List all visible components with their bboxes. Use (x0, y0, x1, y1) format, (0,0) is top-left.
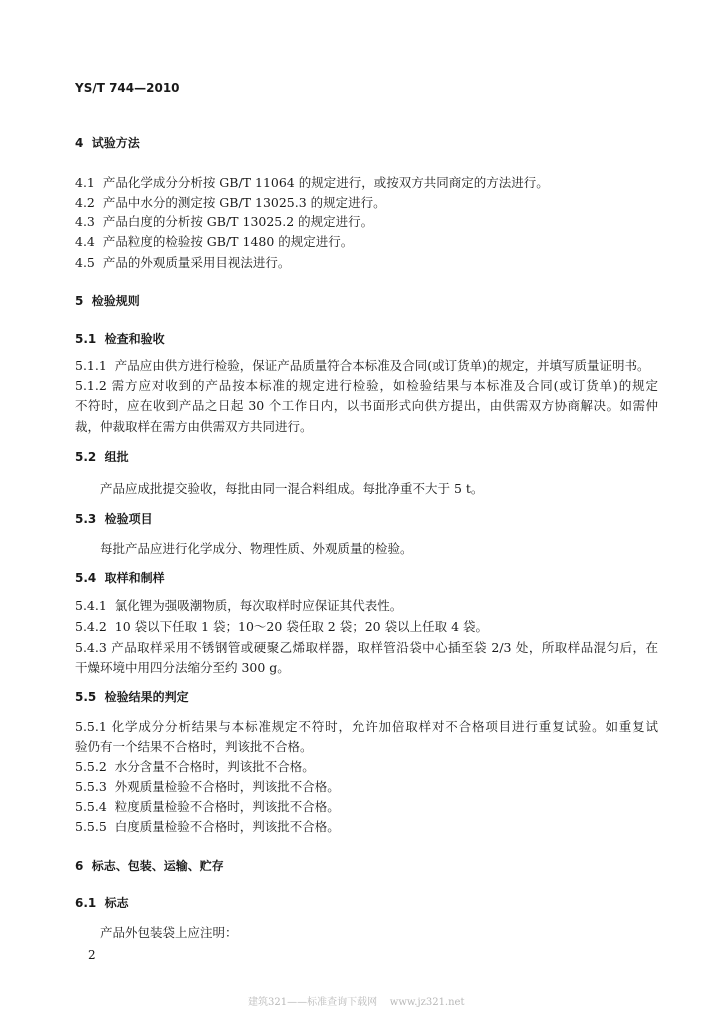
section-6-heading: 6 标志、包装、运输、贮存 (75, 859, 224, 873)
clause-5-5-1-line-2: 验仍有一个结果不合格时，判该批不合格。 (75, 739, 313, 754)
page-number: 2 (88, 948, 96, 962)
clause-4-2: 4.2 产品中水分的测定按 GB/T 13025.3 的规定进行。 (75, 195, 386, 210)
footer-watermark: 建筑321——标准查询下载网 www.jz321.net (248, 997, 465, 1008)
section-6-1-text: 产品外包装袋上应注明： (100, 925, 238, 940)
clause-4-4: 4.4 产品粒度的检验按 GB/T 1480 的规定进行。 (75, 234, 354, 249)
section-5-3-text: 每批产品应进行化学成分、物理性质、外观质量的检验。 (100, 541, 413, 556)
clause-5-1-2-line-2: 不符时，应在收到产品之日起 30 个工作日内，以书面形式向供方提出，由供需双方协商解决。如需仲 (75, 398, 658, 413)
clause-5-5-3: 5.5.3 外观质量检验不合格时，判该批不合格。 (75, 779, 340, 794)
clause-5-4-1: 5.4.1 氯化锂为强吸潮物质，每次取样时应保证其代表性。 (75, 598, 403, 613)
clause-5-1-2-line-1: 5.1.2 需方应对收到的产品按本标准的规定进行检验，如检验结果与本标准及合同(或订货单)的规定 (75, 378, 658, 393)
clause-5-1-1: 5.1.1 产品应由供方进行检验，保证产品质量符合本标准及合同(或订货单)的规定，并填写质量证明书。 (75, 358, 650, 373)
clause-5-5-5: 5.5.5 白度质量检验不合格时，判该批不合格。 (75, 819, 340, 834)
clause-4-1: 4.1 产品化学成分分析按 GB/T 11064 的规定进行，或按双方共同商定的方法进行。 (75, 175, 549, 190)
clause-5-1-2-line-3: 裁，仲裁取样在需方由供需双方共同进行。 (75, 419, 313, 434)
section-5-2-heading: 5.2 组批 (75, 450, 129, 464)
clause-5-5-4: 5.5.4 粒度质量检验不合格时，判该批不合格。 (75, 799, 340, 814)
clause-5-4-3-line-2: 干燥环境中用四分法缩分至约 300 g。 (75, 660, 290, 675)
clause-4-3: 4.3 产品白度的分析按 GB/T 13025.2 的规定进行。 (75, 214, 374, 229)
section-5-1-heading: 5.1 检查和验收 (75, 332, 165, 346)
clause-5-5-1-line-1: 5.5.1 化学成分分析结果与本标准规定不符时，允许加倍取样对不合格项目进行重复试验。如重复试 (75, 719, 658, 734)
running-header: YS/T 744—2010 (75, 81, 180, 95)
section-6-1-heading: 6.1 标志 (75, 896, 129, 910)
section-5-4-heading: 5.4 取样和制样 (75, 571, 165, 585)
section-5-2-text: 产品应成批提交验收，每批由同一混合料组成。每批净重不大于 5 t。 (100, 481, 484, 496)
section-5-3-heading: 5.3 检验项目 (75, 512, 153, 526)
section-5-5-heading: 5.5 检验结果的判定 (75, 690, 189, 704)
clause-5-4-3-line-1: 5.4.3 产品取样采用不锈钢管或硬聚乙烯取样器，取样管沿袋中心插至袋 2/3 处，所取样品混匀后，在 (75, 640, 658, 655)
clause-5-4-2: 5.4.2 10 袋以下任取 1 袋；10～20 袋任取 2 袋；20 袋以上任取 4 袋。 (75, 619, 488, 634)
section-4-heading: 4 试验方法 (75, 136, 140, 150)
clause-4-5: 4.5 产品的外观质量采用目视法进行。 (75, 255, 291, 270)
clause-5-5-2: 5.5.2 水分含量不合格时，判该批不合格。 (75, 759, 315, 774)
section-5-heading: 5 检验规则 (75, 294, 140, 308)
